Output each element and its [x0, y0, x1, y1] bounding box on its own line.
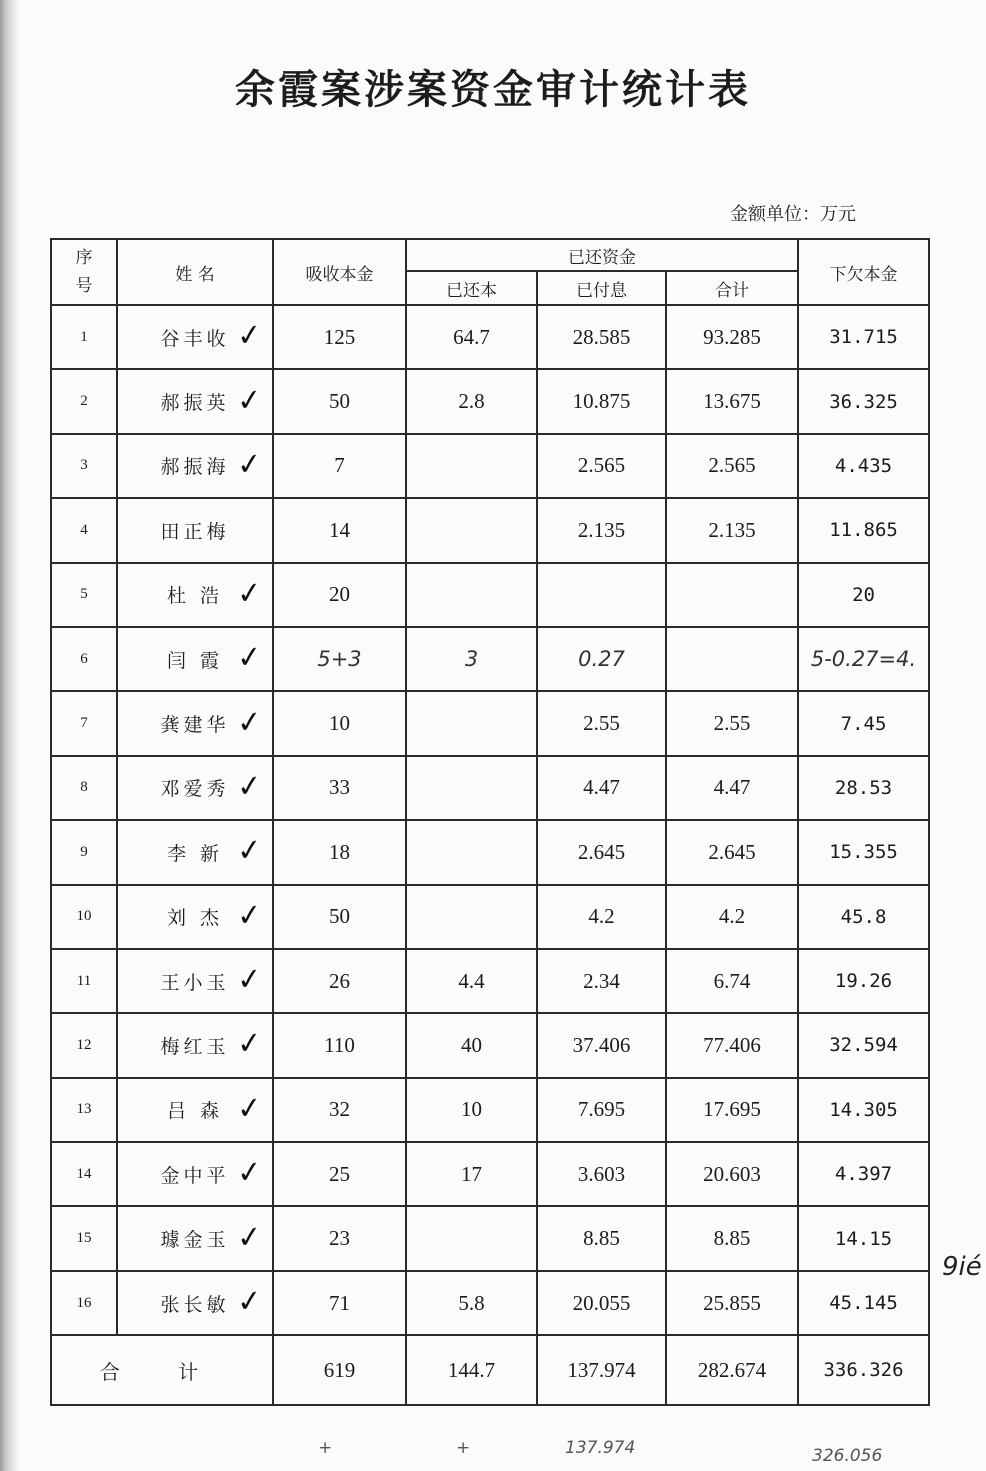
- repaid-principal-cell: 2.8: [406, 369, 537, 433]
- margin-note: 9ié: [942, 1252, 982, 1282]
- interest-paid-cell: 4.47: [537, 756, 666, 820]
- person-name-text: 王小玉: [160, 971, 230, 994]
- table-row: [51, 1013, 929, 1077]
- table-row: [51, 756, 929, 820]
- owed-principal-cell: 20: [798, 563, 929, 627]
- principal-cell: 5+3: [273, 627, 406, 691]
- total-label: 合 计: [51, 1335, 273, 1405]
- row-number: 9: [51, 820, 117, 884]
- table-row: [51, 885, 929, 949]
- unit-note: 金额单位：万元: [730, 204, 856, 225]
- subtotal-cell: 2.55: [666, 691, 798, 755]
- header-name: 姓 名: [117, 239, 273, 305]
- row-number: 2: [51, 369, 117, 433]
- interest-paid-cell: [537, 563, 666, 627]
- principal-cell: 14: [273, 498, 406, 562]
- table-row: [51, 434, 929, 498]
- table-row: [51, 1142, 929, 1206]
- owed-principal-cell: 14.305: [798, 1078, 929, 1142]
- row-number: 1: [51, 305, 117, 369]
- subtotal-cell: 6.74: [666, 949, 798, 1013]
- header-seq: 序 号: [51, 239, 117, 305]
- row-number: 5: [51, 563, 117, 627]
- owed-principal-cell: 28.53: [798, 756, 929, 820]
- interest-paid-cell: 7.695: [537, 1078, 666, 1142]
- footnote-plus-1: +: [318, 1438, 333, 1458]
- principal-cell: 50: [273, 885, 406, 949]
- principal-cell: 71: [273, 1271, 406, 1335]
- checkmark-icon: ✓: [235, 638, 268, 677]
- checkmark-icon: ✓: [235, 574, 268, 613]
- checkmark-icon: ✓: [235, 316, 268, 355]
- scan-edge-shadow: [0, 0, 20, 1471]
- principal-cell: 50: [273, 369, 406, 433]
- checkmark-icon: ✓: [235, 1153, 268, 1192]
- owed-principal-cell: 4.435: [798, 434, 929, 498]
- subtotal-cell: 8.85: [666, 1206, 798, 1270]
- principal-cell: 23: [273, 1206, 406, 1270]
- table-row: [51, 498, 929, 562]
- person-name-text: 邓爱秀: [160, 778, 230, 801]
- repaid-principal-cell: [406, 820, 537, 884]
- person-name-text: 张长敏: [160, 1293, 230, 1316]
- person-name-text: 刘 杰: [166, 907, 224, 930]
- subtotal-cell: 4.47: [666, 756, 798, 820]
- table-row: [51, 1271, 929, 1335]
- table-row: [51, 369, 929, 433]
- person-name: [117, 691, 273, 755]
- person-name: [117, 434, 273, 498]
- principal-cell: 26: [273, 949, 406, 1013]
- owed-principal-cell: 45.8: [798, 885, 929, 949]
- principal-cell: 7: [273, 434, 406, 498]
- person-name-text: 金中平: [160, 1164, 230, 1187]
- person-name: [117, 1142, 273, 1206]
- person-name-text: 龚建华: [160, 714, 230, 737]
- person-name: [117, 498, 273, 562]
- row-number: 14: [51, 1142, 117, 1206]
- subtotal-cell: 25.855: [666, 1271, 798, 1335]
- header-principal: 吸收本金: [273, 239, 406, 305]
- owed-principal-cell: 32.594: [798, 1013, 929, 1077]
- row-number: 12: [51, 1013, 117, 1077]
- subtotal-cell: 77.406: [666, 1013, 798, 1077]
- person-name: [117, 949, 273, 1013]
- person-name: [117, 756, 273, 820]
- person-name: [117, 627, 273, 691]
- header-interest-paid: 已付息: [537, 271, 666, 305]
- person-name-text: 璩金玉: [160, 1229, 230, 1252]
- repaid-principal-cell: [406, 1206, 537, 1270]
- header-repaid-group: 已还资金: [406, 239, 798, 271]
- checkmark-icon: ✓: [235, 1282, 268, 1321]
- checkmark-icon: ✓: [235, 1089, 268, 1128]
- interest-paid-cell: 2.34: [537, 949, 666, 1013]
- repaid-principal-cell: 4.4: [406, 949, 537, 1013]
- person-name: [117, 563, 273, 627]
- repaid-principal-cell: 17: [406, 1142, 537, 1206]
- repaid-principal-cell: 40: [406, 1013, 537, 1077]
- person-name: [117, 885, 273, 949]
- person-name: [117, 1271, 273, 1335]
- checkmark-icon: ✓: [235, 896, 268, 935]
- interest-paid-cell: 37.406: [537, 1013, 666, 1077]
- person-name: [117, 369, 273, 433]
- repaid-principal-cell: [406, 498, 537, 562]
- repaid-principal-cell: 5.8: [406, 1271, 537, 1335]
- owed-principal-cell: 4.397: [798, 1142, 929, 1206]
- footnote-owed-scrawl: 326.056: [812, 1446, 883, 1466]
- repaid-principal-cell: 10: [406, 1078, 537, 1142]
- checkmark-icon: ✓: [235, 703, 268, 741]
- principal-cell: 18: [273, 820, 406, 884]
- header-owed: 下欠本金: [798, 239, 929, 305]
- subtotal-cell: [666, 563, 798, 627]
- repaid-principal-cell: [406, 756, 537, 820]
- table-row: [51, 563, 929, 627]
- principal-cell: 32: [273, 1078, 406, 1142]
- row-number: 8: [51, 756, 117, 820]
- owed-principal-cell: 36.325: [798, 369, 929, 433]
- audit-table: [50, 238, 930, 1406]
- person-name: [117, 1013, 273, 1077]
- table-row: [51, 627, 929, 691]
- repaid-principal-cell: [406, 563, 537, 627]
- row-number: 13: [51, 1078, 117, 1142]
- person-name: [117, 305, 273, 369]
- interest-paid-cell: 2.645: [537, 820, 666, 884]
- principal-cell: 125: [273, 305, 406, 369]
- row-number: 6: [51, 627, 117, 691]
- checkmark-icon: ✓: [235, 1025, 268, 1063]
- person-name-text: 杜 浩: [166, 585, 224, 608]
- person-name-text: 闫 霞: [166, 649, 224, 672]
- checkmark-icon: ✓: [235, 1218, 268, 1257]
- person-name-text: 郝振英: [160, 392, 230, 415]
- table-row: [51, 1206, 929, 1270]
- subtotal-cell: 20.603: [666, 1142, 798, 1206]
- interest-paid-cell: 3.603: [537, 1142, 666, 1206]
- row-number: 7: [51, 691, 117, 755]
- interest-paid-cell: 2.565: [537, 434, 666, 498]
- subtotal-cell: 13.675: [666, 369, 798, 433]
- table-row: [51, 1078, 929, 1142]
- subtotal-cell: 4.2: [666, 885, 798, 949]
- row-number: 3: [51, 434, 117, 498]
- row-number: 16: [51, 1271, 117, 1335]
- interest-paid-cell: 2.55: [537, 691, 666, 755]
- total-principal: 619: [273, 1335, 406, 1405]
- checkmark-icon: ✓: [235, 381, 268, 420]
- owed-principal-cell: 31.715: [798, 305, 929, 369]
- header-subtotal: 合计: [666, 271, 798, 305]
- principal-cell: 20: [273, 563, 406, 627]
- table-row: [51, 820, 929, 884]
- repaid-principal-cell: [406, 691, 537, 755]
- person-name: [117, 1078, 273, 1142]
- total-interest-paid: 137.974: [537, 1335, 666, 1405]
- person-name: [117, 820, 273, 884]
- row-number: 11: [51, 949, 117, 1013]
- subtotal-cell: 2.565: [666, 434, 798, 498]
- interest-paid-cell: 4.2: [537, 885, 666, 949]
- subtotal-cell: 2.135: [666, 498, 798, 562]
- checkmark-icon: ✓: [235, 767, 268, 806]
- person-name: [117, 1206, 273, 1270]
- owed-principal-cell: 45.145: [798, 1271, 929, 1335]
- table-row: [51, 949, 929, 1013]
- row-number: 10: [51, 885, 117, 949]
- total-owed: 336.326: [798, 1335, 929, 1405]
- owed-principal-cell: 15.355: [798, 820, 929, 884]
- checkmark-icon: ✓: [235, 445, 268, 484]
- owed-principal-cell: 7.45: [798, 691, 929, 755]
- subtotal-cell: 2.645: [666, 820, 798, 884]
- interest-paid-cell: 28.585: [537, 305, 666, 369]
- interest-paid-cell: 10.875: [537, 369, 666, 433]
- footnote-interest-scrawl: 137.974: [565, 1438, 636, 1458]
- total-row: [51, 1335, 929, 1405]
- repaid-principal-cell: 3: [406, 627, 537, 691]
- principal-cell: 25: [273, 1142, 406, 1206]
- person-name-text: 吕 森: [166, 1100, 224, 1123]
- owed-principal-cell: 11.865: [798, 498, 929, 562]
- principal-cell: 10: [273, 691, 406, 755]
- total-subtotal: 282.674: [666, 1335, 798, 1405]
- checkmark-icon: ✓: [235, 960, 268, 999]
- table-row: [51, 305, 929, 369]
- checkmark-icon: ✓: [235, 831, 268, 870]
- principal-cell: 110: [273, 1013, 406, 1077]
- subtotal-cell: [666, 627, 798, 691]
- subtotal-cell: 17.695: [666, 1078, 798, 1142]
- principal-cell: 33: [273, 756, 406, 820]
- document-title: 余霞案涉案资金审计统计表: [235, 66, 751, 113]
- person-name-text: 谷丰收: [160, 327, 230, 350]
- owed-principal-cell: 14.15: [798, 1206, 929, 1270]
- owed-principal-cell: 5-0.27=4.: [798, 627, 929, 691]
- row-number: 15: [51, 1206, 117, 1270]
- person-name-text: 郝振海: [160, 456, 230, 479]
- repaid-principal-cell: 64.7: [406, 305, 537, 369]
- interest-paid-cell: 0.27: [537, 627, 666, 691]
- total-repaid-principal: 144.7: [406, 1335, 537, 1405]
- interest-paid-cell: 20.055: [537, 1271, 666, 1335]
- person-name-text: 田正梅: [160, 520, 230, 543]
- interest-paid-cell: 2.135: [537, 498, 666, 562]
- interest-paid-cell: 8.85: [537, 1206, 666, 1270]
- person-name-text: 梅红玉: [160, 1035, 230, 1058]
- owed-principal-cell: 19.26: [798, 949, 929, 1013]
- footnote-plus-2: +: [456, 1438, 471, 1458]
- repaid-principal-cell: [406, 434, 537, 498]
- person-name-text: 李 新: [166, 842, 224, 865]
- repaid-principal-cell: [406, 885, 537, 949]
- row-number: 4: [51, 498, 117, 562]
- subtotal-cell: 93.285: [666, 305, 798, 369]
- header-repaid-principal: 已还本: [406, 271, 537, 305]
- table-row: [51, 691, 929, 755]
